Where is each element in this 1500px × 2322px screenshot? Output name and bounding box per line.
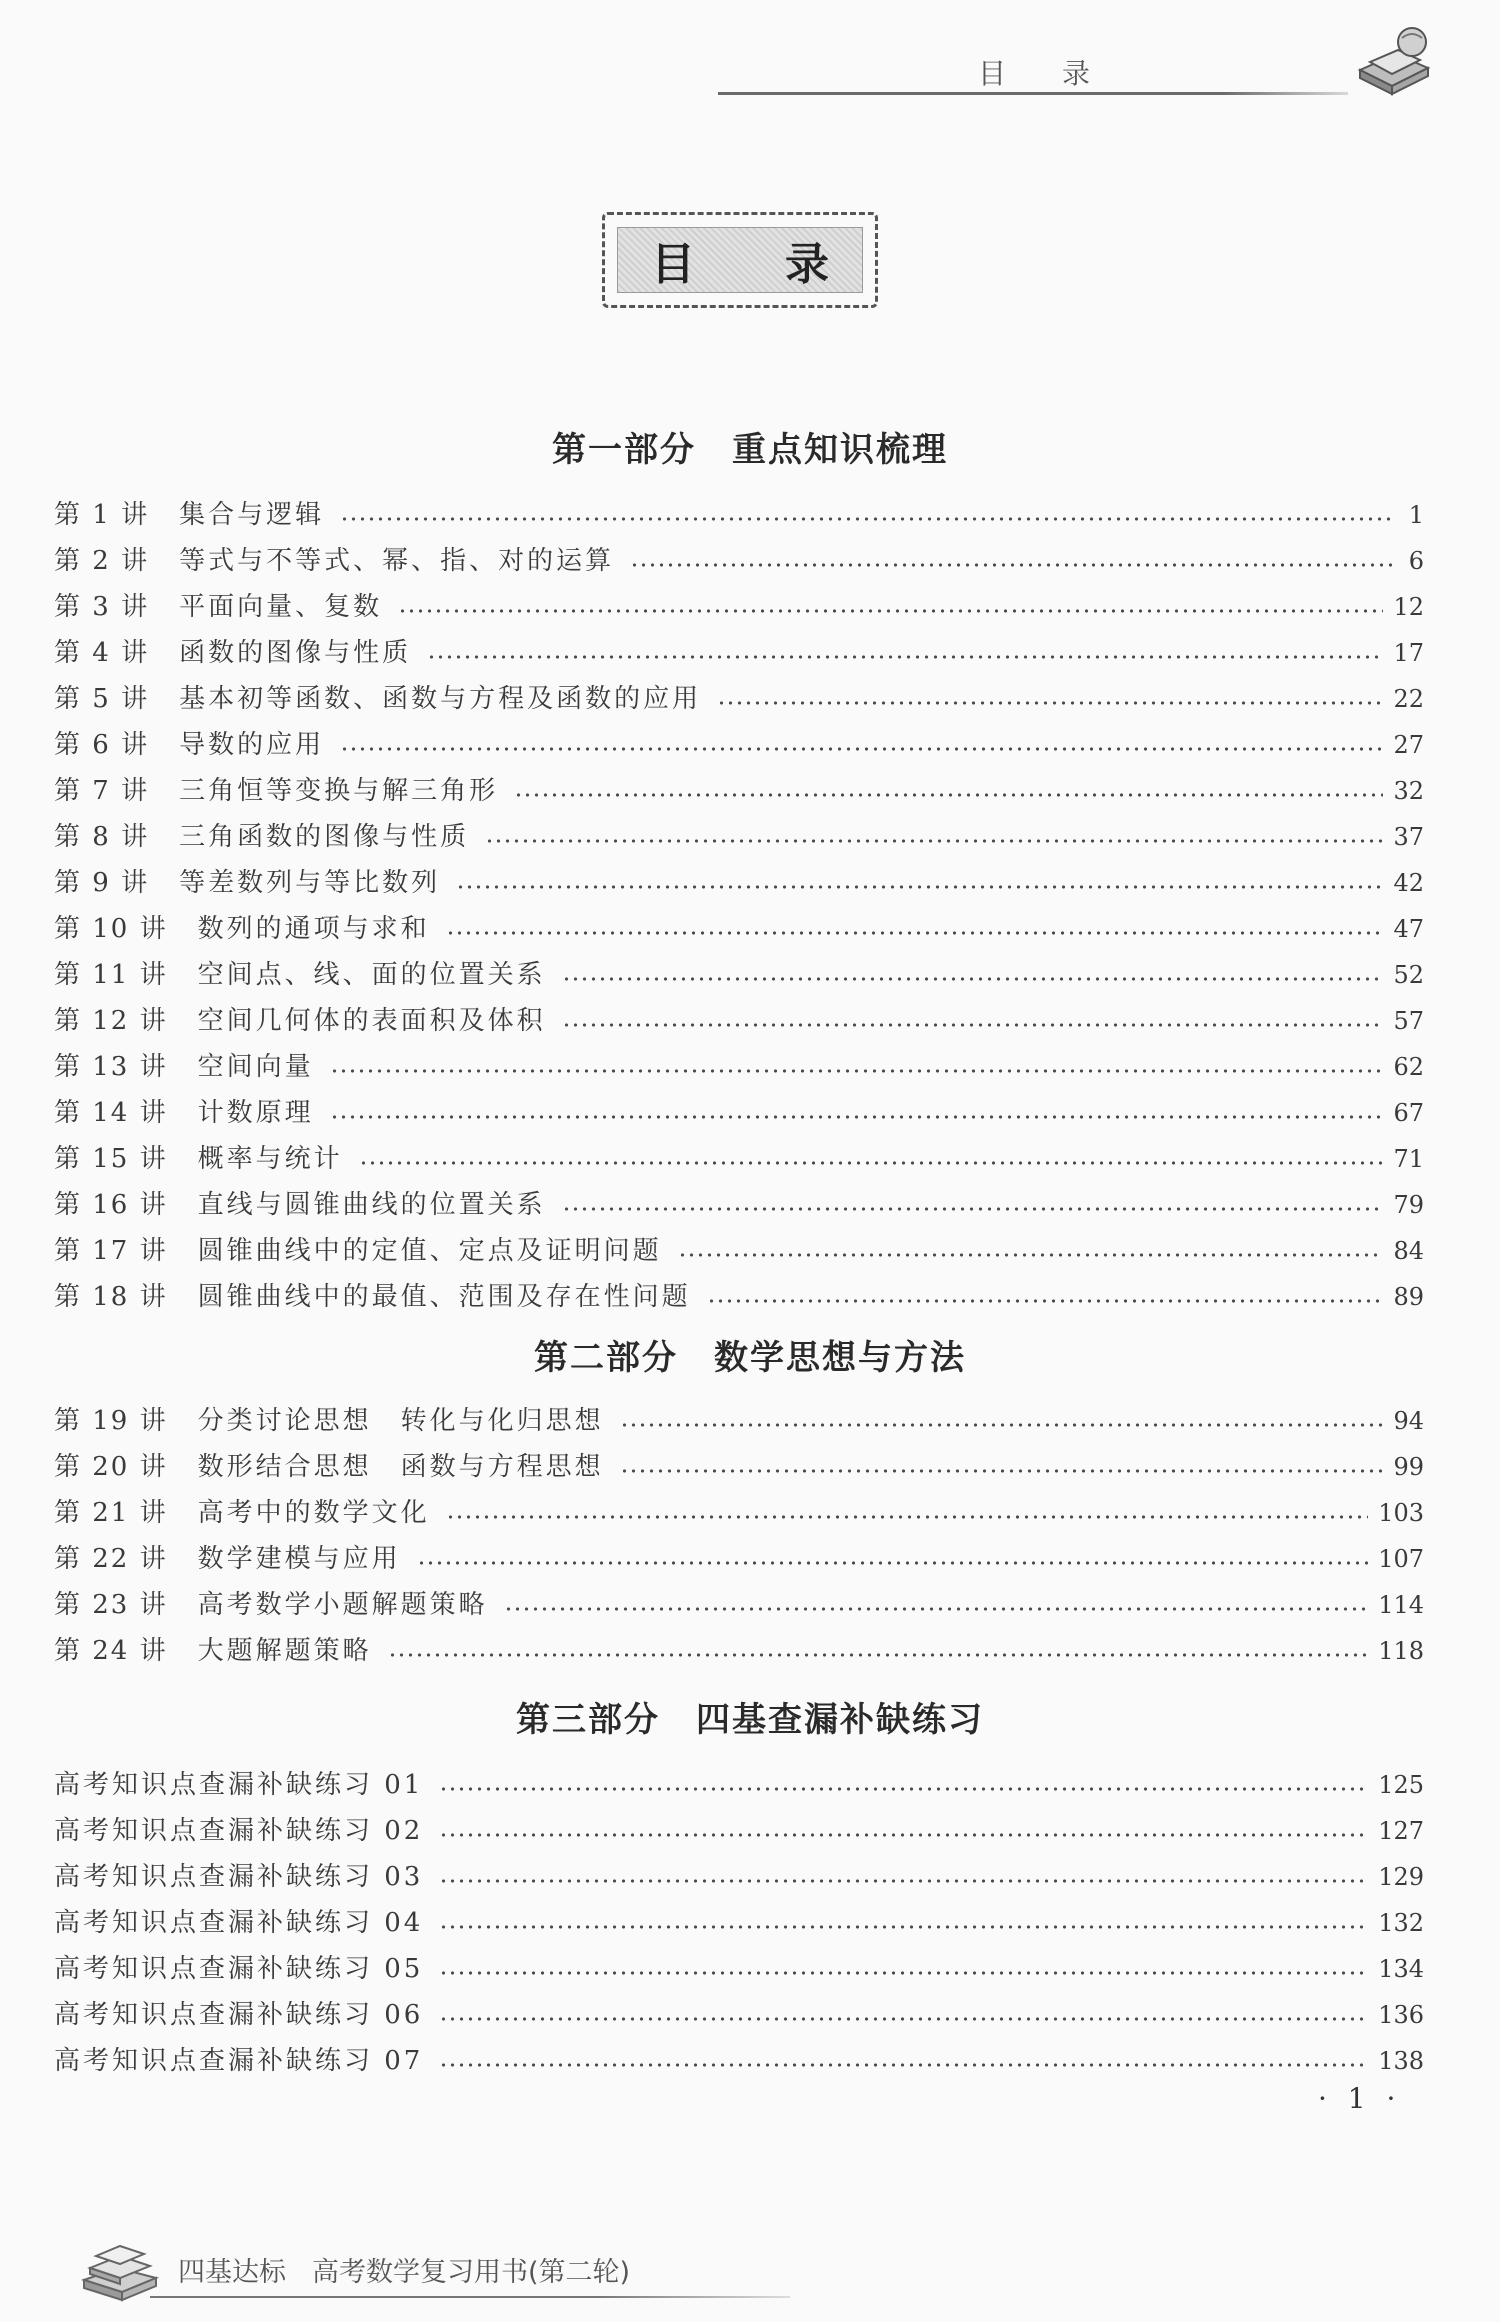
toc-entry[interactable]	[54, 1994, 1424, 2034]
dot-leader	[439, 1865, 1368, 1885]
dot-leader	[427, 641, 1383, 661]
lecture-number: 第 21 讲	[54, 1498, 168, 1528]
entry-title: 计数原理	[197, 1098, 314, 1128]
lecture-number: 第 4 讲	[54, 638, 150, 668]
entry-title: 高考知识点查漏补缺练习 02	[54, 1816, 424, 1846]
lecture-number: 第 17 讲	[54, 1236, 168, 1266]
page-ref: 138	[1378, 2047, 1424, 2075]
page-ref: 62	[1393, 1053, 1424, 1081]
entry-title: 空间向量	[197, 1052, 314, 1082]
page-ref: 1	[1408, 501, 1424, 529]
entry-title: 高考知识点查漏补缺练习 07	[54, 2046, 424, 2076]
entry-title: 空间几何体的表面积及体积	[197, 1006, 546, 1036]
page-ref: 114	[1378, 1591, 1424, 1619]
entry-title: 高考知识点查漏补缺练习 01	[54, 1770, 424, 1800]
entry-title: 圆锥曲线中的最值、范围及存在性问题	[197, 1282, 691, 1312]
lecture-number: 第 18 讲	[54, 1282, 168, 1312]
dot-leader	[485, 825, 1383, 845]
dot-leader	[417, 1547, 1369, 1567]
lecture-number: 第 14 讲	[54, 1098, 168, 1128]
page-ref: 84	[1393, 1237, 1424, 1265]
part-3-number: 第三部分	[516, 1700, 660, 1740]
footer-series: 四基达标	[178, 2257, 286, 2288]
dot-leader	[340, 503, 1394, 523]
dot-leader	[330, 1101, 1384, 1121]
lecture-number: 第 16 讲	[54, 1190, 168, 1220]
page-ref: 17	[1393, 639, 1424, 667]
toc-heading-label: 目录	[651, 239, 919, 290]
dot-leader	[620, 1409, 1384, 1429]
page-ref: 118	[1378, 1637, 1424, 1665]
toc-entry[interactable]	[54, 1856, 1424, 1896]
dot-leader	[620, 1455, 1384, 1475]
page-ref: 79	[1393, 1191, 1424, 1219]
toc-entry[interactable]	[54, 1092, 1424, 1132]
dot-leader	[446, 917, 1384, 937]
page-ref: 22	[1393, 685, 1424, 713]
toc-entry[interactable]	[54, 494, 1424, 534]
dot-leader	[439, 2003, 1368, 2023]
page-ref: 12	[1393, 593, 1424, 621]
dot-leader	[446, 1501, 1369, 1521]
header-rule	[718, 92, 1348, 95]
dot-leader	[707, 1285, 1384, 1305]
toc-entry[interactable]	[54, 1184, 1424, 1224]
toc-entry[interactable]	[54, 908, 1424, 948]
entry-title: 函数的图像与性质	[179, 638, 412, 668]
dot-leader	[439, 1957, 1368, 1977]
toc-entry[interactable]	[54, 1630, 1424, 1670]
page-ref: 47	[1393, 915, 1424, 943]
dot-leader	[439, 1773, 1368, 1793]
books-stack-icon	[78, 2240, 162, 2302]
lecture-number: 第 7 讲	[54, 776, 150, 806]
dot-leader	[439, 1819, 1368, 1839]
entry-title: 分类讨论思想 转化与化归思想	[197, 1406, 604, 1436]
toc-entry[interactable]	[54, 816, 1424, 856]
entry-title: 大题解题策略	[197, 1636, 372, 1666]
entry-title: 高考知识点查漏补缺练习 04	[54, 1908, 424, 1938]
page-ref: 42	[1393, 869, 1424, 897]
toc-entry[interactable]	[54, 1276, 1424, 1316]
lecture-number: 第 24 讲	[54, 1636, 168, 1666]
toc-entry[interactable]	[54, 1584, 1424, 1624]
toc-entry[interactable]	[54, 2040, 1424, 2080]
lecture-number: 第 13 讲	[54, 1052, 168, 1082]
page-ref: 27	[1393, 731, 1424, 759]
part-2-title	[0, 1330, 1500, 1379]
page-ref: 6	[1408, 547, 1424, 575]
page-ref: 107	[1378, 1545, 1424, 1573]
dot-leader	[562, 1193, 1384, 1213]
toc-heading-fill	[617, 227, 919, 293]
toc-entry[interactable]	[54, 586, 1424, 626]
toc-entry[interactable]	[54, 1046, 1424, 1086]
toc-entry[interactable]	[54, 770, 1424, 810]
entry-title: 高考知识点查漏补缺练习 05	[54, 1954, 424, 1984]
part-2-number: 第二部分	[534, 1338, 678, 1378]
toc-entry[interactable]	[54, 1138, 1424, 1178]
lecture-number: 第 2 讲	[54, 546, 150, 576]
lecture-number: 第 10 讲	[54, 914, 168, 944]
dot-leader	[562, 963, 1384, 983]
lecture-number: 第 6 讲	[54, 730, 150, 760]
toc-entry[interactable]	[54, 1492, 1424, 1532]
entry-title: 高考知识点查漏补缺练习 06	[54, 2000, 424, 2030]
toc-entry[interactable]	[54, 1810, 1424, 1850]
page-ref: 71	[1393, 1145, 1424, 1173]
dot-leader	[398, 595, 1383, 615]
toc-entry[interactable]	[54, 678, 1424, 718]
dot-leader	[388, 1639, 1369, 1659]
page-ref: 57	[1393, 1007, 1424, 1035]
page-ref: 132	[1378, 1909, 1424, 1937]
dot-leader	[514, 779, 1383, 799]
entry-title: 高考中的数学文化	[197, 1498, 430, 1528]
toc-entry[interactable]	[54, 632, 1424, 672]
entry-title: 直线与圆锥曲线的位置关系	[197, 1190, 546, 1220]
entry-title: 三角函数的图像与性质	[179, 822, 470, 852]
lecture-number: 第 23 讲	[54, 1590, 168, 1620]
toc-entry[interactable]	[54, 1902, 1424, 1942]
lecture-number: 第 3 讲	[54, 592, 150, 622]
entry-title: 平面向量、复数	[179, 592, 383, 622]
toc-entry[interactable]	[54, 862, 1424, 902]
entry-title: 高考知识点查漏补缺练习 03	[54, 1862, 424, 1892]
footer-book-title	[178, 2250, 630, 2289]
part-3-title	[0, 1692, 1500, 1741]
dot-leader	[504, 1593, 1369, 1613]
dot-leader	[439, 1911, 1368, 1931]
part-2-name: 数学思想与方法	[714, 1338, 966, 1378]
page-ref: 67	[1393, 1099, 1424, 1127]
dot-leader	[359, 1147, 1384, 1167]
page-number: · 1 ·	[1318, 2082, 1402, 2115]
page-ref: 99	[1393, 1453, 1424, 1481]
entry-title: 等式与不等式、幂、指、对的运算	[179, 546, 615, 576]
entry-title: 三角恒等变换与解三角形	[179, 776, 499, 806]
entry-title: 空间点、线、面的位置关系	[197, 960, 546, 990]
page-ref: 129	[1378, 1863, 1424, 1891]
lecture-number: 第 9 讲	[54, 868, 150, 898]
dot-leader	[439, 2049, 1368, 2069]
page-ref: 89	[1393, 1283, 1424, 1311]
toc-entry[interactable]	[54, 954, 1424, 994]
dot-leader	[717, 687, 1383, 707]
toc-entry[interactable]	[54, 724, 1424, 764]
lecture-number: 第 19 讲	[54, 1406, 168, 1436]
part-1-title	[0, 422, 1500, 471]
entry-title: 数形结合思想 函数与方程思想	[197, 1452, 604, 1482]
dot-leader	[340, 733, 1383, 753]
toc-entry[interactable]	[54, 1538, 1424, 1578]
entry-title: 导数的应用	[179, 730, 325, 760]
entry-title: 等差数列与等比数列	[179, 868, 441, 898]
entry-title: 概率与统计	[197, 1144, 343, 1174]
dot-leader	[678, 1239, 1384, 1259]
entry-title: 高考数学小题解题策略	[197, 1590, 488, 1620]
page-ref: 37	[1393, 823, 1424, 851]
toc-heading-box	[602, 212, 919, 308]
page-ref: 125	[1378, 1771, 1424, 1799]
running-header-title: 目录	[978, 57, 1147, 90]
lecture-number: 第 12 讲	[54, 1006, 168, 1036]
toc-entry[interactable]	[54, 1446, 1424, 1486]
toc-entry[interactable]	[54, 1230, 1424, 1270]
page-ref: 94	[1393, 1407, 1424, 1435]
page-ref: 103	[1378, 1499, 1424, 1527]
toc-entry[interactable]	[54, 1400, 1424, 1440]
toc-entry[interactable]	[54, 1000, 1424, 1040]
toc-entry[interactable]	[54, 1764, 1424, 1804]
lecture-number: 第 22 讲	[54, 1544, 168, 1574]
toc-entry[interactable]	[54, 540, 1424, 580]
entry-title: 圆锥曲线中的定值、定点及证明问题	[197, 1236, 662, 1266]
page-ref: 136	[1378, 2001, 1424, 2029]
entry-title: 集合与逻辑	[179, 500, 325, 530]
lecture-number: 第 11 讲	[54, 960, 168, 990]
footer-book: 高考数学复习用书(第二轮)	[312, 2257, 631, 2288]
part-1-number: 第一部分	[552, 430, 696, 470]
page-ref: 134	[1378, 1955, 1424, 1983]
dot-leader	[456, 871, 1383, 891]
books-logo-icon	[1352, 20, 1434, 102]
dot-leader	[330, 1055, 1384, 1075]
lecture-number: 第 8 讲	[54, 822, 150, 852]
page-ref: 32	[1393, 777, 1424, 805]
lecture-number: 第 1 讲	[54, 500, 150, 530]
entry-title: 数列的通项与求和	[197, 914, 430, 944]
entry-title: 基本初等函数、函数与方程及函数的应用	[179, 684, 702, 714]
lecture-number: 第 20 讲	[54, 1452, 168, 1482]
lecture-number: 第 15 讲	[54, 1144, 168, 1174]
toc-entry[interactable]	[54, 1948, 1424, 1988]
dot-leader	[630, 549, 1394, 569]
page-ref: 52	[1393, 961, 1424, 989]
footer-rule	[150, 2296, 790, 2298]
lecture-number: 第 5 讲	[54, 684, 150, 714]
page-ref: 127	[1378, 1817, 1424, 1845]
entry-title: 数学建模与应用	[197, 1544, 401, 1574]
dot-leader	[562, 1009, 1384, 1029]
part-3-name: 四基查漏补缺练习	[696, 1700, 984, 1740]
part-1-name: 重点知识梳理	[732, 430, 948, 470]
